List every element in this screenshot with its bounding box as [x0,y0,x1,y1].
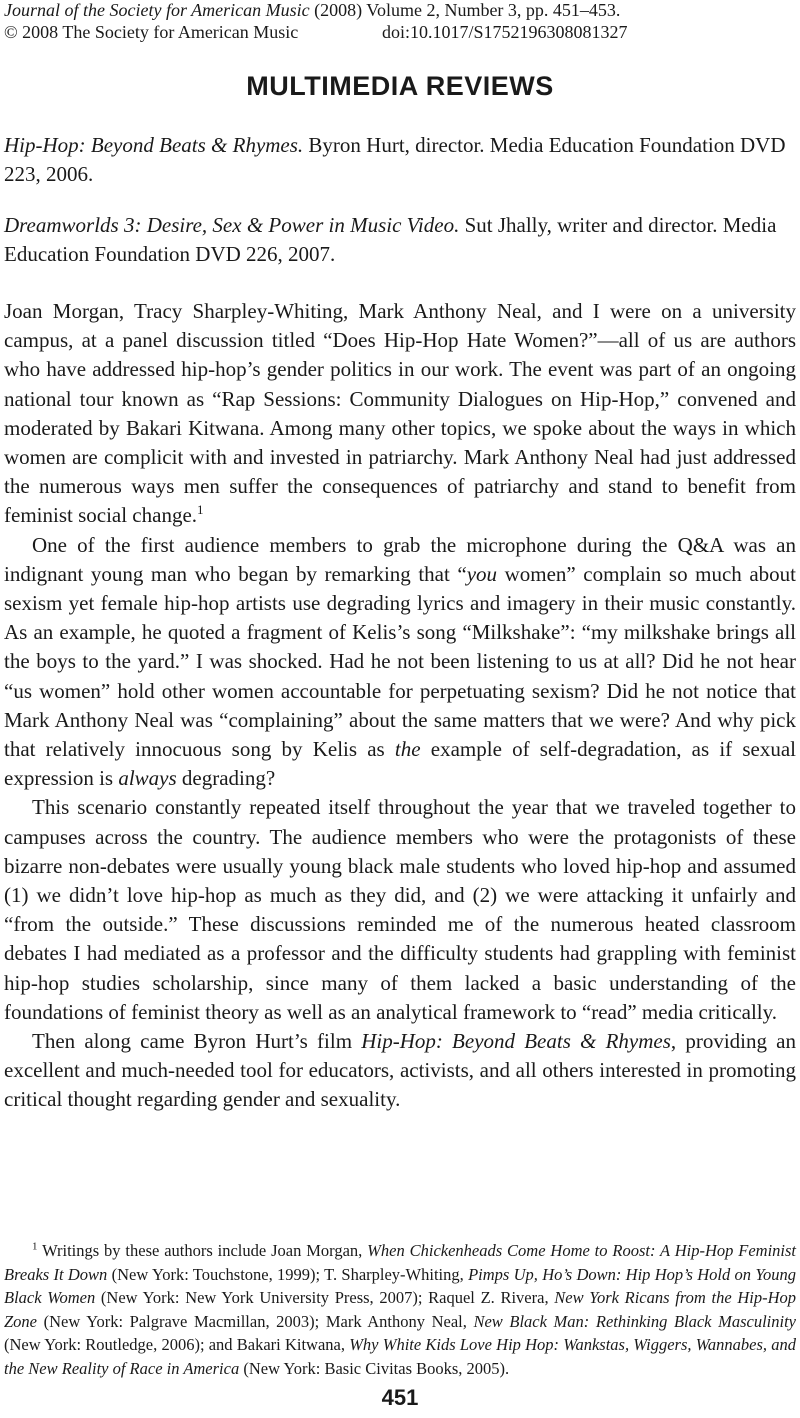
emphasis: always [118,766,177,791]
page-number: 451 [381,1385,419,1410]
footnote-reference: 1 [197,502,204,518]
article-body [4,297,796,1115]
footnote [4,1239,796,1380]
citation-title: Hip-Hop: Beyond Beats & Rhymes. [4,133,304,157]
journal-name: Journal of the Society for American Music [4,0,310,20]
paragraph-text: Joan Morgan, Tracy Sharpley-Whiting, Mark Anthony Neal, and I were on a university campus, at a panel discussion titled “Does Hip-Hop Hate Women?”—all of us are authors who have addressed hip-hop’s gender politics in our work. The event was part of an ongoing national tour known as “Rap Sessions: Community Dialogues on Hip-Hop,” convened and moderated by Bakari Kitwana. Among many other topics, we spoke about the ways in which women are complicit with and invested in patriarchy. Mark Anthony Neal had just addressed the numerous ways men suffer the consequences of patriarchy and stand to benefit from feminist social change. [4,299,796,528]
paragraph-text: degrading? [176,766,276,791]
paragraph-text: example of self-degradation, as if sexual expression is [4,737,796,791]
footnote-text: (New York: Basic Civitas Books, 2005). [239,1358,510,1378]
footnote-text: Writings by these authors include Joan Morgan, [37,1241,368,1260]
paragraph [4,297,796,531]
citation-details: Byron Hurt, director. Media Education Foundation DVD 223, 2006. [4,133,786,186]
citation-details: Sut Jhally, writer and director. Media Education Foundation DVD 226, 2007. [4,213,777,266]
emphasis: you [466,561,498,586]
paragraph: This scenario constantly repeated itself throughout the year that we traveled together to campuses across the country. The audience members who were the protagonists of these bizarre non-debates were usually young black male students who loved hip-hop and assumed (1) we didn’t love hip-hop as much as they did, and (2) we were attacking it unfairly and “from the outside.” These discussions reminded me of the numerous heated classroom debates I had mediated as a professor and the difficulty students had grappling with feminist hip-hop studies scholarship, since many of them lacked a basic understanding of the foundations of feminist theory as well as an analytical framework to “read” media critically. [4,795,796,1024]
paragraph-text: women” complain so much about sexism yet female hip-hop artists use degrading lyrics and imagery in their music constantly. As an example, he quoted a fragment of Kelis’s song “Milkshake”: “my milkshake brings all the boys to the yard.” I was shocked. Had he not been listening to us at all? Did he not hear “us women” hold other women accountable for perpetuating sexism? Did he not notice that Mark Anthony Neal was “complaining” about the same matters that we were? And why pick that relatively innocuous song by Kelis as [4,561,796,762]
book-title: New Black Man: Rethinking Black Masculinity [473,1311,796,1331]
book-title: Why White Kids Love Hip Hop: Wankstas, Wiggers, Wannabes, and the New Reality of Race in America [4,1335,797,1378]
footnote-text: (New York: Palgrave Macmillan, 2003); Mark Anthony Neal, [37,1311,474,1331]
doi: doi:10.1017/S1752196308081327 [382,22,628,42]
review-citation [4,131,796,189]
book-title: When Chickenheads Come Home to Roost: A Hip-Hop Feminist Breaks It Down [4,1241,796,1284]
section-title: MULTIMEDIA REVIEWS [246,71,554,101]
book-title: New York Ricans from the Hip-Hop Zone [4,1288,796,1331]
paragraph-text: , providing an excellent and much-needed tool for educators, activists, and all others interested in promoting critical thought regarding gender and sexuality. [4,1029,796,1112]
paragraph-text: Then along came Byron Hurt’s film [32,1029,362,1054]
running-header [4,0,620,20]
issue-info: (2008) Volume 2, Number 3, pp. 451–453. [314,0,621,20]
copyright-line [4,22,628,42]
book-title: Pimps Up, Ho’s Down: Hip Hop’s Hold on Young Black Women [4,1264,796,1307]
footnote-text: (New York: Touchstone, 1999); T. Sharpley-Whiting, [107,1264,469,1284]
paragraph-text: One of the first audience members to grab the microphone during the Q&A was an indignant young man who began by remarking that “ [4,532,796,586]
footnote-text: (New York: Routledge, 2006); and Bakari Kitwana, [4,1335,350,1354]
paragraph [4,531,796,794]
copyright: © 2008 The Society for American Music [4,22,299,42]
citation-title: Dreamworlds 3: Desire, Sex & Power in Music Video. [4,213,460,237]
film-title: Hip-Hop: Beyond Beats & Rhymes [361,1029,671,1054]
footnote-mark: 1 [32,1240,38,1253]
review-citation [4,211,796,269]
emphasis: the [394,737,421,762]
footnote-text: (New York: New York University Press, 2007); Raquel Z. Rivera, [95,1288,555,1307]
paragraph [4,1027,796,1115]
